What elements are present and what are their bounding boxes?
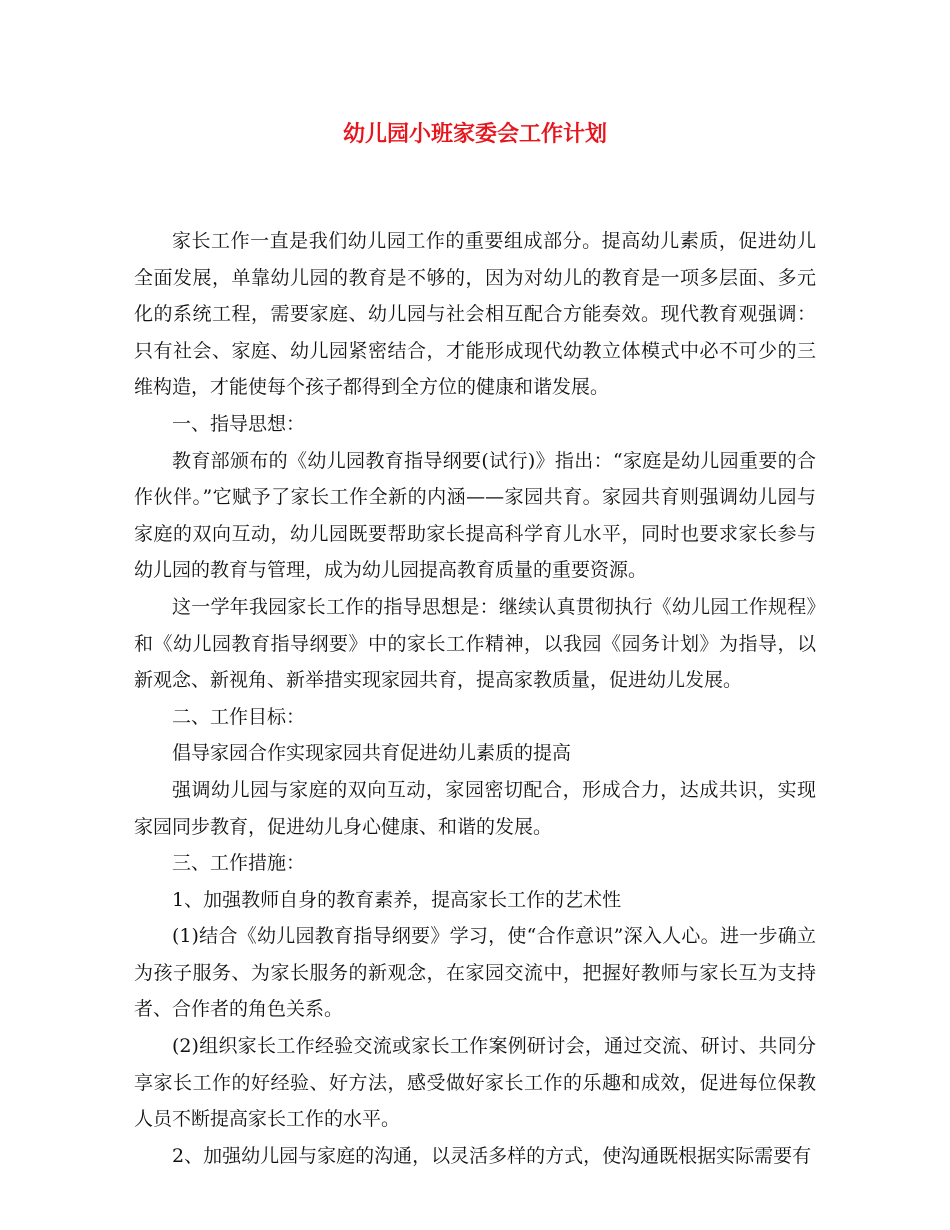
- paragraph-goal-summary: 倡导家园合作实现家园共育促进幼儿素质的提高: [172, 742, 572, 765]
- document-title: 幼儿园小班家委会工作计划: [342, 121, 607, 147]
- section-heading-work-goals: 二、工作目标：: [172, 705, 306, 728]
- section-heading-work-measures: 三、工作措施：: [172, 852, 306, 875]
- intro-paragraph: 家长工作一直是我们幼儿园工作的重要组成部分。提高幼儿素质，促进幼儿全面发展，单靠幼儿园的教育是不够的，因为对幼儿的教育是一项多层面、多元化的系统工程，需要家庭、幼儿园与社会相互配合方能奏效。现代教育观强调：只有社会、家庭、幼儿园紧密结合，才能形成现代幼教立体模式中必不可少的三维构造，才能使每个孩子都得到全方位的健康和谐发展。: [134, 230, 816, 399]
- paragraph-guiding-thought-detail: 这一学年我园家长工作的指导思想是：继续认真贯彻执行《幼儿园工作规程》和《幼儿园教育指导纲要》中的家长工作精神，以我园《园务计划》为指导，以新观念、新视角、新举措实现家园共育，提高家教质量，促进幼儿发展。: [134, 595, 816, 692]
- paragraph-goal-detail: 强调幼儿园与家庭的双向互动，家园密切配合，形成合力，达成共识，实现家园同步教育，促进幼儿身心健康、和谐的发展。: [134, 778, 816, 838]
- paragraph-guidelines: 教育部颁布的《幼儿园教育指导纲要(试行)》指出：“家庭是幼儿园重要的合作伙伴。”它赋予了家长工作全新的内涵——家园共育。家园共育则强调幼儿园与家庭的双向互动，幼儿园既要帮助家长提高科学育儿水平，同时也要求家长参与幼儿园的教育与管理，成为幼儿园提高教育质量的重要资源。: [134, 449, 816, 582]
- measure-item-2: 2、加强幼儿园与家庭的沟通，以灵活多样的方式，使沟通既根据实际需要有: [172, 1144, 812, 1167]
- section-heading-guiding-thought: 一、指导思想：: [172, 412, 306, 435]
- document-body: [134, 223, 816, 1174]
- measure-item-1: 1、加强教师自身的教育素养，提高家长工作的艺术性: [172, 888, 622, 911]
- measure-subitem-2: (2)组织家长工作经验交流或家长工作案例研讨会，通过交流、研讨、共同分享家长工作的好经验、好方法，感受做好家长工作的乐趣和成效，促进每位保教人员不断提高家长工作的水平。: [134, 1035, 816, 1131]
- measure-subitem-1: (1)结合《幼儿园教育指导纲要》学习，使“合作意识”深入人心。进一步确立为孩子服务、为家长服务的新观念，在家园交流中，把握好教师与家长互为支持者、合作者的角色关系。: [134, 925, 816, 1021]
